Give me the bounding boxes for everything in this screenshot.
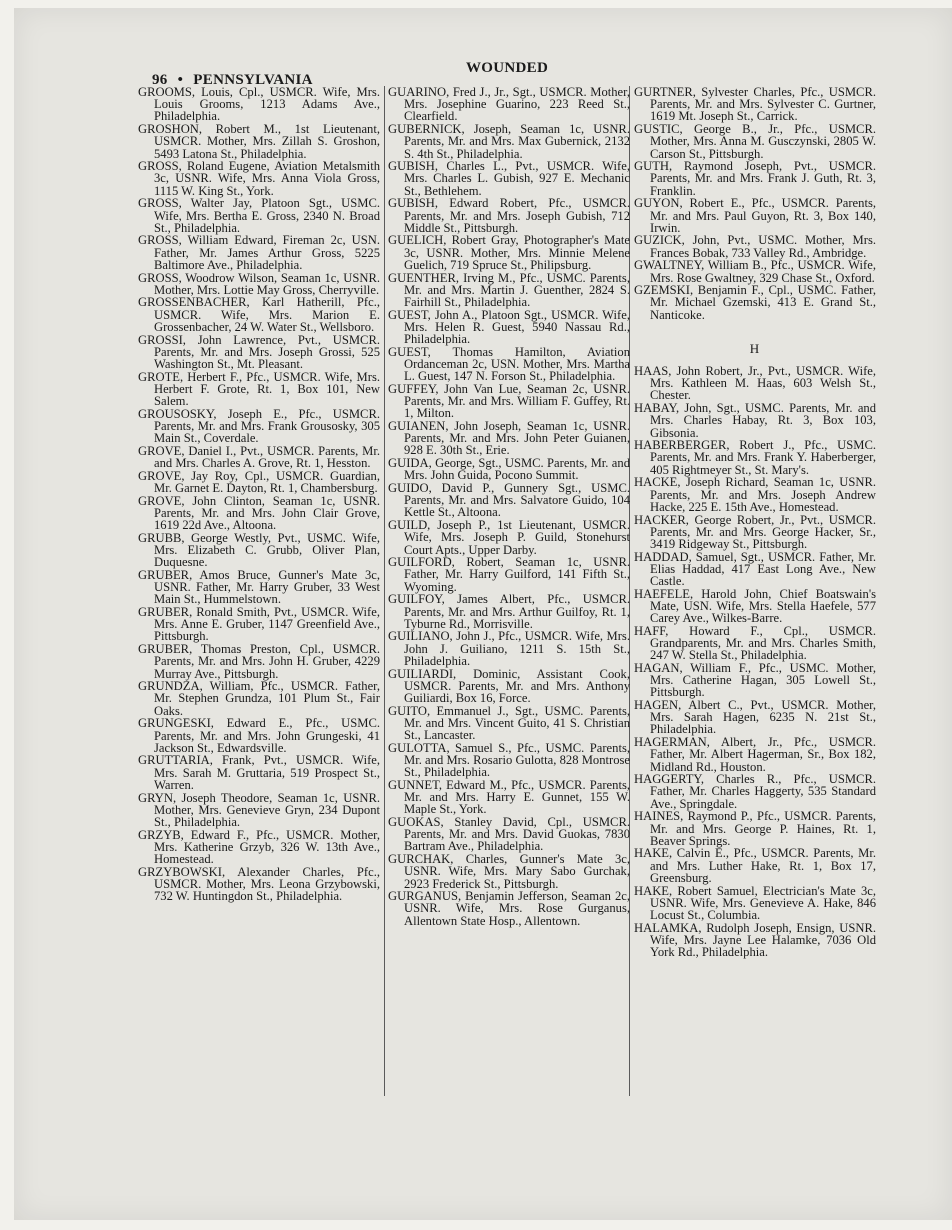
column-2 bbox=[388, 86, 630, 927]
list-entry: GRZYB, Edward F., Pfc., USMCR. Mother, Mrs. Katherine Grzyb, 326 W. 13th Ave., Homestead. bbox=[138, 827, 380, 867]
list-entry: HAGGERTY, Charles R., Pfc., USMCR. Father, Mr. Charles Haggerty, 535 Standard Ave., Springdale. bbox=[634, 772, 876, 811]
list-entry: GROSS, Roland Eugene, Aviation Metalsmith 3c, USNR. Wife, Mrs. Anna Viola Gross, 1115 W. King St., York. bbox=[138, 159, 380, 198]
list-entry: GURTNER, Sylvester Charles, Pfc., USMCR. Parents, Mr. and Mrs. Sylvester C. Gurtner, 1619 Mt. Joseph St., Carrick. bbox=[634, 85, 876, 124]
list-entry: GROUSOSKY, Joseph E., Pfc., USMCR. Parents, Mr. and Mrs. Frank Grousosky, 305 Main St., Coverdale. bbox=[138, 406, 380, 446]
header-bullet: • bbox=[177, 72, 184, 88]
list-entry: GROTE, Herbert F., Pfc., USMCR. Wife, Mrs. Herbert F. Grote, Rt. 1, Box 101, New Salem. bbox=[138, 369, 380, 409]
state-name: PENNSYLVANIA bbox=[193, 72, 313, 88]
list-entry: GUBISH, Charles L., Pvt., USMCR. Wife, Mrs. Charles L. Gubish, 927 E. Mechanic St., Bethlehem. bbox=[388, 159, 630, 198]
list-entry: GUILFOY, James Albert, Pfc., USMCR. Parents, Mr. and Mrs. Arthur Guilfoy, Rt. 1, Tyburne Rd., Morrisville. bbox=[388, 592, 630, 631]
list-entry: GUILIARDI, Dominic, Assistant Cook, USMCR. Parents, Mr. and Mrs. Anthony Guiliardi, Box 16, Force. bbox=[388, 666, 630, 705]
list-entry: GROVE, John Clinton, Seaman 1c, USNR. Parents, Mr. and Mrs. John Clair Grove, 1619 22d Ave., Altoona. bbox=[138, 493, 380, 533]
list-entry: GULOTTA, Samuel S., Pfc., USMC. Parents, Mr. and Mrs. Rosario Gulotta, 828 Montrose St., Philadelphia. bbox=[388, 740, 630, 780]
list-entry: GWALTNEY, William B., Pfc., USMCR. Wife, Mrs. Rose Gwaltney, 329 Chase St., Oxford. bbox=[634, 258, 876, 285]
list-entry: GRUTTARIA, Frank, Pvt., USMCR. Wife, Mrs. Sarah M. Gruttaria, 519 Prospect St., Warren. bbox=[138, 753, 380, 792]
list-entry: GUILFORD, Robert, Seaman 1c, USNR. Father, Mr. Harry Guilford, 141 Fifth St., Wyoming. bbox=[388, 555, 630, 594]
list-entry: GRUNDZA, William, Pfc., USMCR. Father, Mr. Stephen Grundza, 101 Plum St., Fair Oaks. bbox=[138, 679, 380, 718]
list-entry: GUNNET, Edward M., Pfc., USMCR. Parents, Mr. and Mrs. Harry E. Gunnet, 155 W. Maple St., York. bbox=[388, 777, 630, 817]
list-entry: GROSS, Walter Jay, Platoon Sgt., USMC. Wife, Mrs. Bertha E. Gross, 2340 N. Broad St., Philadelphia. bbox=[138, 196, 380, 235]
list-entry: HACKE, Joseph Richard, Seaman 1c, USNR. Parents, Mr. and Mrs. Joseph Andrew Hacke, 225 E. 15th Ave., Homestead. bbox=[634, 475, 876, 514]
list-entry: GUSTIC, George B., Jr., Pfc., USMCR. Mother, Mrs. Anna M. Gusczynski, 2805 W. Carson St., Pittsburgh. bbox=[634, 122, 876, 161]
list-entry: GUOKAS, Stanley David, Cpl., USMCR. Parents, Mr. and Mrs. David Guokas, 7830 Bartram Ave., Philadelphia. bbox=[388, 814, 630, 854]
list-entry: HADDAD, Samuel, Sgt., USMCR. Father, Mr. Elias Haddad, 417 East Long Ave., New Castle. bbox=[634, 549, 876, 589]
list-entry: GUBISH, Edward Robert, Pfc., USMCR. Parents, Mr. and Mrs. Joseph Gubish, 712 Middle St., Pittsburgh. bbox=[388, 196, 630, 235]
list-entry: GUENTHER, Irving M., Pfc., USMC. Parents, Mr. and Mrs. Martin J. Guenther, 2824 S. Fairhill St., Philadelphia. bbox=[388, 270, 630, 309]
column-1 bbox=[138, 86, 380, 903]
list-entry: GURGANUS, Benjamin Jefferson, Seaman 2c, USNR. Wife, Mrs. Rose Gurganus, Allentown State Hosp., Allentown. bbox=[388, 889, 630, 928]
list-entry: GUYON, Robert E., Pfc., USMCR. Parents, Mr. and Mrs. Paul Guyon, Rt. 3, Box 140, Irwin. bbox=[634, 196, 876, 235]
page-title: WOUNDED bbox=[466, 60, 549, 76]
list-entry: GZEMSKI, Benjamin F., Cpl., USMC. Father, Mr. Michael Gzemski, 413 E. Grand St., Nanticoke. bbox=[634, 283, 876, 322]
list-entry: GROSS, William Edward, Fireman 2c, USN. Father, Mr. James Arthur Gross, 5225 Baltimore Ave., Philadelphia. bbox=[138, 233, 380, 272]
list-entry: HACKER, George Robert, Jr., Pvt., USMCR. Parents, Mr. and Mrs. George Hacker, Sr., 3419 Ridgeway St., Pittsburgh. bbox=[634, 512, 876, 551]
column-3 bbox=[634, 86, 876, 959]
list-entry: HAGAN, William F., Pfc., USMC. Mother, Mrs. Catherine Hagan, 305 Lowell St., Pittsburgh. bbox=[634, 660, 876, 700]
list-entry: HAAS, John Robert, Jr., Pvt., USMCR. Wife, Mrs. Kathleen M. Haas, 603 Welsh St., Chester. bbox=[634, 364, 876, 403]
list-entry: GUILD, Joseph P., 1st Lieutenant, USMCR. Wife, Mrs. Joseph P. Guild, Stonehurst Court Apts., Upper Darby. bbox=[388, 518, 630, 557]
list-entry: GRUNGESKI, Edward E., Pfc., USMC. Parents, Mr. and Mrs. John Grungeski, 41 Jackson St., Edwardsville. bbox=[138, 716, 380, 755]
list-entry: GROSSI, John Lawrence, Pvt., USMCR. Parents, Mr. and Mrs. Joseph Grossi, 525 Washington St., Mt. Pleasant. bbox=[138, 332, 380, 371]
list-entry: GUFFEY, John Van Lue, Seaman 2c, USNR. Parents, Mr. and Mrs. William F. Guffey, Rt. 1, Milton. bbox=[388, 381, 630, 421]
list-entry: GROSS, Woodrow Wilson, Seaman 1c, USNR. Mother, Mrs. Lottie May Gross, Cherryville. bbox=[138, 270, 380, 297]
list-entry: GROVE, Jay Roy, Cpl., USMCR. Guardian, Mr. Garnet E. Dayton, Rt. 1, Chambersburg. bbox=[138, 468, 380, 495]
list-entry: HAEFELE, Harold John, Chief Boatswain's Mate, USN. Wife, Mrs. Stella Haefele, 577 Carey Ave., Wilkes-Barre. bbox=[634, 586, 876, 626]
list-entry: GUIDA, George, Sgt., USMC. Parents, Mr. and Mrs. John Guida, Pocono Summit. bbox=[388, 456, 630, 483]
list-entry: GURCHAK, Charles, Gunner's Mate 3c, USNR. Wife, Mrs. Mary Sabo Gurchak, 2923 Frederick St., Pittsburgh. bbox=[388, 852, 630, 891]
list-entry: HALAMKA, Rudolph Joseph, Ensign, USNR. Wife, Mrs. Jayne Lee Halamke, 7036 Old York Rd., Philadelphia. bbox=[634, 920, 876, 960]
list-entry: HAGERMAN, Albert, Jr., Pfc., USMCR. Father, Mr. Albert Hagerman, Sr., Box 182, Midland Rd., Houston. bbox=[634, 735, 876, 774]
list-entry: GROVE, Daniel I., Pvt., USMCR. Parents, Mr. and Mrs. Charles A. Grove, Rt. 1, Hesston. bbox=[138, 443, 380, 471]
list-entry: GUIDO, David P., Gunnery Sgt., USMC. Parents, Mr. and Mrs. Salvatore Guido, 104 Kettle St., Altoona. bbox=[388, 481, 630, 520]
list-entry: GUZICK, John, Pvt., USMC. Mother, Mrs. Frances Bobak, 733 Valley Rd., Ambridge. bbox=[634, 233, 876, 260]
list-entry: GUITO, Emmanuel J., Sgt., USMC. Parents, Mr. and Mrs. Vincent Guito, 41 S. Christian St., Lancaster. bbox=[388, 703, 630, 743]
list-entry: GRUBER, Ronald Smith, Pvt., USMCR. Wife, Mrs. Anne E. Gruber, 1147 Greenfield Ave., Pittsburgh. bbox=[138, 605, 380, 644]
list-entry: GRUBER, Amos Bruce, Gunner's Mate 3c, USNR. Father, Mr. Harry Gruber, 33 West Main St., Hummelstown. bbox=[138, 567, 380, 607]
list-entry: HAKE, Robert Samuel, Electrician's Mate 3c, USNR. Wife, Mrs. Genevieve A. Hake, 846 Locust St., Columbia. bbox=[634, 883, 876, 922]
list-entry: GRUBB, George Westly, Pvt., USMC. Wife, Mrs. Elizabeth C. Grubb, Oliver Plan, Duquesne. bbox=[138, 530, 380, 570]
list-entry: HABERBERGER, Robert J., Pfc., USMC. Parents, Mr. and Mrs. Frank Y. Haberberger, 405 Rightmeyer St., St. Mary's. bbox=[634, 438, 876, 477]
list-entry: GUELICH, Robert Gray, Photographer's Mate 3c, USNR. Mother, Mrs. Minnie Melene Guelich, 719 Spruce St., Philipsburg. bbox=[388, 233, 630, 272]
list-entry: HAFF, Howard F., Cpl., USMCR. Grandparents, Mr. and Mrs. Charles Smith, 247 W. Stella St., Philadelphia. bbox=[634, 623, 876, 663]
list-entry: GUBERNICK, Joseph, Seaman 1c, USNR. Parents, Mr. and Mrs. Max Gubernick, 2132 S. 4th St., Philadelphia. bbox=[388, 122, 630, 161]
list-entry: HAINES, Raymond P., Pfc., USMCR. Parents, Mr. and Mrs. George P. Haines, Rt. 1, Beaver Springs. bbox=[634, 809, 876, 848]
list-entry: HABAY, John, Sgt., USMC. Parents, Mr. and Mrs. Charles Habay, Rt. 3, Box 103, Gibsonia. bbox=[634, 401, 876, 440]
list-entry: GROSHON, Robert M., 1st Lieutenant, USMCR. Mother, Mrs. Zillah S. Groshon, 5493 Latona St., Philadelphia. bbox=[138, 122, 380, 161]
list-entry: HAKE, Calvin E., Pfc., USMCR. Parents, Mr. and Mrs. Luther Hake, Rt. 1, Box 17, Greensburg. bbox=[634, 846, 876, 885]
list-entry: HAGEN, Albert C., Pvt., USMCR. Mother, Mrs. Sarah Hagen, 6235 N. 21st St., Philadelphia. bbox=[634, 698, 876, 737]
list-entry: GRUBER, Thomas Preston, Cpl., USMCR. Parents, Mr. and Mrs. John H. Gruber, 4229 Murray Ave., Pittsburgh. bbox=[138, 642, 380, 681]
column-divider bbox=[384, 86, 385, 1096]
list-entry: GUIANEN, John Joseph, Seaman 1c, USNR. Parents, Mr. and Mrs. John Peter Guianen, 928 E. 30th St., Erie. bbox=[388, 418, 630, 458]
page-number: 96 bbox=[152, 72, 168, 88]
list-entry: GUTH, Raymond Joseph, Pvt., USMCR. Parents, Mr. and Mrs. Frank J. Guth, Rt. 3, Franklin. bbox=[634, 159, 876, 198]
section-heading-h: H bbox=[749, 340, 761, 356]
list-entry: GUEST, Thomas Hamilton, Aviation Ordanceman 2c, USN. Mother, Mrs. Martha L. Guest, 147 N. Forson St., Philadelphia. bbox=[388, 344, 630, 384]
list-entry: GROSSENBACHER, Karl Hatherill, Pfc., USMCR. Wife, Mrs. Marion E. Grossenbacher, 24 W. Water St., Wellsboro. bbox=[138, 295, 380, 334]
list-entry: GUEST, John A., Platoon Sgt., USMCR. Wife, Mrs. Helen R. Guest, 5940 Nassau Rd., Philadelphia. bbox=[388, 307, 630, 347]
list-entry: GROOMS, Louis, Cpl., USMCR. Wife, Mrs. Louis Grooms, 1213 Adams Ave., Philadelphia. bbox=[138, 85, 380, 124]
list-entry: GRYN, Joseph Theodore, Seaman 1c, USNR. Mother, Mrs. Genevieve Gryn, 234 Dupont St., Philadelphia. bbox=[138, 790, 380, 829]
list-entry: GUILIANO, John J., Pfc., USMCR. Wife, Mrs. John J. Guiliano, 1211 S. 15th St., Philadelphia. bbox=[388, 629, 630, 668]
list-entry: GUARINO, Fred J., Jr., Sgt., USMCR. Mother, Mrs. Josephine Guarino, 223 Reed St., Clearfield. bbox=[388, 85, 630, 124]
list-entry: GRZYBOWSKI, Alexander Charles, Pfc., USMCR. Mother, Mrs. Leona Grzybowski, 732 W. Huntingdon St., Philadelphia. bbox=[138, 864, 380, 904]
